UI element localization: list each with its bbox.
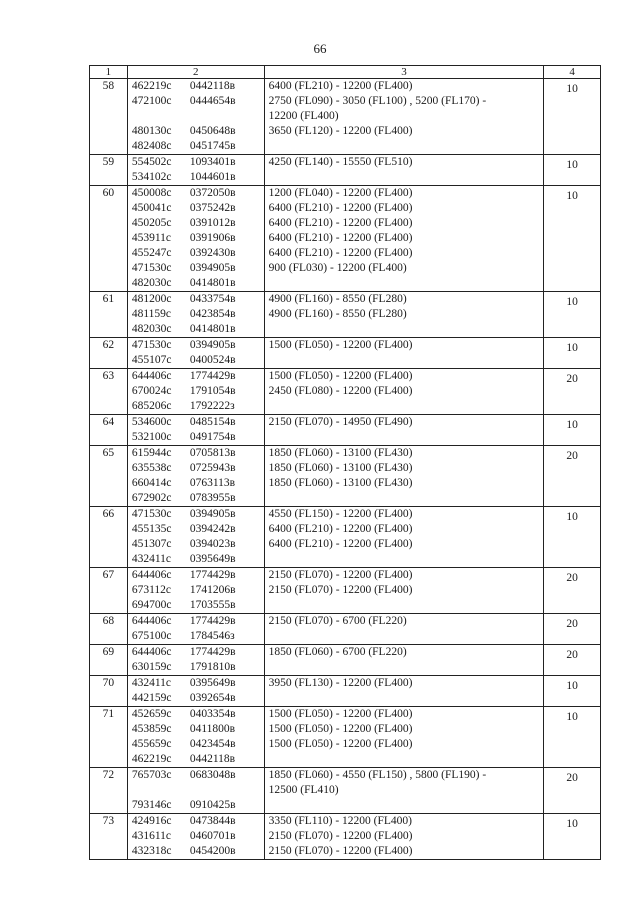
latitude: 455659с xyxy=(131,738,172,750)
longitude: 0442118в xyxy=(189,80,236,92)
coordinate-line xyxy=(132,814,260,829)
longitude: 1774429в xyxy=(189,370,236,382)
table-row xyxy=(90,415,601,446)
altitude-line: 6400 (FL210) - 12200 (FL400) xyxy=(268,523,413,535)
latitude: 455247с xyxy=(131,247,172,259)
coordinate-line xyxy=(132,246,260,261)
coordinate-line xyxy=(132,707,260,722)
coordinate-line xyxy=(132,737,260,752)
row-number: 68 xyxy=(90,614,128,645)
latitude: 452659с xyxy=(131,708,172,720)
latitude: 462219с xyxy=(131,753,172,765)
coordinate-line xyxy=(132,322,260,337)
value-cell: 20 xyxy=(544,369,601,415)
longitude: 0705813в xyxy=(189,447,236,459)
value-cell: 10 xyxy=(544,676,601,707)
altitude-line: 1500 (FL050) - 12200 (FL400) xyxy=(268,370,413,382)
longitude: 0763113в xyxy=(189,477,236,489)
coordinate-line xyxy=(132,752,260,767)
longitude: 0394905в xyxy=(189,508,236,520)
longitude: 1784546з xyxy=(189,630,235,642)
longitude: 1703555в xyxy=(189,599,236,611)
altitude-cell xyxy=(264,645,544,676)
latitude: 694700с xyxy=(131,599,172,611)
header-cell-4: 4 xyxy=(544,66,601,79)
coordinate-line xyxy=(132,338,260,353)
longitude: 0433754в xyxy=(189,293,236,305)
longitude: 0392654в xyxy=(189,692,236,704)
coordinate-line xyxy=(132,614,260,629)
value-cell: 20 xyxy=(544,645,601,676)
longitude: 0394023в xyxy=(189,538,236,550)
longitude: 0403354в xyxy=(189,708,236,720)
altitude-line: 3350 (FL110) - 12200 (FL400) xyxy=(268,815,412,827)
table-row xyxy=(90,186,601,292)
coordinate-line xyxy=(132,430,260,445)
table-row xyxy=(90,676,601,707)
latitude: 660414с xyxy=(131,477,172,489)
longitude: 0491754в xyxy=(189,431,236,443)
latitude: 532100с xyxy=(131,431,172,443)
longitude: 0444654в xyxy=(189,95,236,107)
value-cell: 10 xyxy=(544,338,601,369)
latitude: 482030с xyxy=(131,323,172,335)
altitude-line: 12500 (FL410) xyxy=(268,784,339,796)
longitude: 0372050в xyxy=(189,187,236,199)
coordinate-line xyxy=(132,660,260,675)
coordinates-cell xyxy=(127,292,264,338)
altitude-cell xyxy=(264,369,544,415)
latitude: 670024с xyxy=(131,385,172,397)
coordinate-line xyxy=(132,353,260,368)
row-number: 62 xyxy=(90,338,128,369)
latitude: 554502с xyxy=(131,156,172,168)
coordinate-line xyxy=(132,629,260,644)
coordinates-cell xyxy=(127,79,264,155)
latitude: 644406с xyxy=(131,615,172,627)
altitude-cell xyxy=(264,415,544,446)
altitude-line: 2450 (FL080) - 12200 (FL400) xyxy=(268,385,413,397)
blank-line xyxy=(132,783,260,798)
coordinate-line xyxy=(132,415,260,430)
airspace-table xyxy=(89,65,601,860)
longitude: 1044601в xyxy=(189,171,236,183)
longitude: 1774429в xyxy=(189,615,236,627)
coordinate-line xyxy=(132,139,260,154)
table-row xyxy=(90,292,601,338)
latitude: 432318с xyxy=(131,845,172,857)
coordinates-cell xyxy=(127,507,264,568)
coordinate-line xyxy=(132,537,260,552)
value-cell: 20 xyxy=(544,614,601,645)
latitude: 455107с xyxy=(131,354,172,366)
coordinate-line xyxy=(132,307,260,322)
altitude-line: 2150 (FL070) - 12200 (FL400) xyxy=(268,569,413,581)
altitude-line: 6400 (FL210) - 12200 (FL400) xyxy=(268,80,413,92)
coordinate-line xyxy=(132,768,260,783)
row-number: 58 xyxy=(90,79,128,155)
altitude-line: 2150 (FL070) - 6700 (FL220) xyxy=(268,615,407,627)
latitude: 424916с xyxy=(131,815,172,827)
latitude: 793146с xyxy=(131,799,172,811)
altitude-cell xyxy=(264,614,544,645)
value-cell: 20 xyxy=(544,568,601,614)
row-number: 71 xyxy=(90,707,128,768)
altitude-line: 6400 (FL210) - 12200 (FL400) xyxy=(268,217,413,229)
row-number: 64 xyxy=(90,415,128,446)
altitude-cell xyxy=(264,338,544,369)
value-cell: 20 xyxy=(544,768,601,814)
coordinate-line xyxy=(132,798,260,813)
longitude: 1791810в xyxy=(189,661,236,673)
latitude: 615944с xyxy=(131,447,172,459)
longitude: 0783955в xyxy=(189,492,236,504)
latitude: 675100с xyxy=(131,630,172,642)
altitude-cell xyxy=(264,155,544,186)
table-row xyxy=(90,814,601,860)
latitude: 534102с xyxy=(131,171,172,183)
table-row xyxy=(90,79,601,155)
altitude-line: 6400 (FL210) - 12200 (FL400) xyxy=(268,538,413,550)
blank-line xyxy=(132,109,260,124)
altitude-line: 1500 (FL050) - 12200 (FL400) xyxy=(268,738,413,750)
coordinates-cell xyxy=(127,155,264,186)
table-row xyxy=(90,568,601,614)
coordinate-line xyxy=(132,844,260,859)
latitude: 481159с xyxy=(131,308,172,320)
longitude: 0423854в xyxy=(189,308,236,320)
longitude: 0454200в xyxy=(189,845,236,857)
altitude-line: 3650 (FL120) - 12200 (FL400) xyxy=(268,125,413,137)
latitude: 471530с xyxy=(131,262,172,274)
altitude-cell xyxy=(264,186,544,292)
longitude: 0683048в xyxy=(189,769,236,781)
latitude: 644406с xyxy=(131,370,172,382)
latitude: 482030с xyxy=(131,277,172,289)
coordinate-line xyxy=(132,201,260,216)
header-cell-1: 1 xyxy=(90,66,128,79)
longitude: 0485154в xyxy=(189,416,236,428)
latitude: 455135с xyxy=(131,523,172,535)
longitude: 0394905в xyxy=(189,339,236,351)
altitude-line: 1850 (FL060) - 6700 (FL220) xyxy=(268,646,407,658)
altitude-cell xyxy=(264,568,544,614)
coordinates-cell xyxy=(127,768,264,814)
altitude-line: 1500 (FL050) - 12200 (FL400) xyxy=(268,708,413,720)
longitude: 0391906в xyxy=(189,232,236,244)
latitude: 453859с xyxy=(131,723,172,735)
altitude-line: 6400 (FL210) - 12200 (FL400) xyxy=(268,232,413,244)
latitude: 432411с xyxy=(131,677,172,689)
longitude: 0394242в xyxy=(189,523,236,535)
coordinate-line xyxy=(132,231,260,246)
longitude: 0910425в xyxy=(189,799,236,811)
longitude: 0411800в xyxy=(189,723,236,735)
altitude-line: 1850 (FL060) - 13100 (FL430) xyxy=(268,477,413,489)
altitude-line: 1500 (FL050) - 12200 (FL400) xyxy=(268,339,413,351)
row-number: 60 xyxy=(90,186,128,292)
altitude-line: 4550 (FL150) - 12200 (FL400) xyxy=(268,508,413,520)
coordinate-line xyxy=(132,476,260,491)
row-number: 72 xyxy=(90,768,128,814)
coordinates-cell xyxy=(127,446,264,507)
coordinates-cell xyxy=(127,814,264,860)
altitude-line: 6400 (FL210) - 12200 (FL400) xyxy=(268,202,413,214)
altitude-line: 1850 (FL060) - 4550 (FL150) , 5800 (FL190) - xyxy=(268,769,487,781)
coordinate-line xyxy=(132,522,260,537)
value-cell: 20 xyxy=(544,446,601,507)
altitude-line: 4250 (FL140) - 15550 (FL510) xyxy=(268,156,413,168)
coordinate-line xyxy=(132,384,260,399)
latitude: 630159с xyxy=(131,661,172,673)
coordinates-cell xyxy=(127,338,264,369)
latitude: 442159с xyxy=(131,692,172,704)
value-cell: 10 xyxy=(544,155,601,186)
longitude: 0460701в xyxy=(189,830,236,842)
latitude: 451307с xyxy=(131,538,172,550)
altitude-cell xyxy=(264,292,544,338)
altitude-line: 2150 (FL070) - 12200 (FL400) xyxy=(268,584,413,596)
row-number: 73 xyxy=(90,814,128,860)
latitude: 482408с xyxy=(131,140,172,152)
coordinate-line xyxy=(132,676,260,691)
longitude: 0473844в xyxy=(189,815,236,827)
longitude: 0395649в xyxy=(189,677,236,689)
longitude: 0414801в xyxy=(189,323,236,335)
longitude: 0400524в xyxy=(189,354,236,366)
latitude: 635538с xyxy=(131,462,172,474)
value-cell: 10 xyxy=(544,292,601,338)
table-row xyxy=(90,707,601,768)
longitude: 0414801в xyxy=(189,277,236,289)
altitude-cell xyxy=(264,707,544,768)
altitude-line: 4900 (FL160) - 8550 (FL280) xyxy=(268,293,407,305)
coordinate-line xyxy=(132,216,260,231)
longitude: 1774429в xyxy=(189,569,236,581)
coordinate-line xyxy=(132,276,260,291)
coordinate-line xyxy=(132,691,260,706)
longitude: 0391012в xyxy=(189,217,236,229)
latitude: 534600с xyxy=(131,416,172,428)
coordinates-cell xyxy=(127,415,264,446)
coordinate-line xyxy=(132,645,260,660)
table-row xyxy=(90,768,601,814)
altitude-cell xyxy=(264,768,544,814)
coordinates-cell xyxy=(127,676,264,707)
coordinate-line xyxy=(132,583,260,598)
table-row xyxy=(90,446,601,507)
longitude: 0450648в xyxy=(189,125,236,137)
altitude-line: 2150 (FL070) - 12200 (FL400) xyxy=(268,845,413,857)
table-row xyxy=(90,507,601,568)
latitude: 462219с xyxy=(131,80,172,92)
latitude: 472100с xyxy=(131,95,172,107)
altitude-cell xyxy=(264,79,544,155)
latitude: 450008с xyxy=(131,187,172,199)
value-cell: 10 xyxy=(544,186,601,292)
latitude: 765703с xyxy=(131,769,172,781)
coordinates-cell xyxy=(127,707,264,768)
longitude: 1093401в xyxy=(189,156,236,168)
latitude: 481200с xyxy=(131,293,172,305)
longitude: 1774429в xyxy=(189,646,236,658)
coordinate-line xyxy=(132,369,260,384)
longitude: 0725943в xyxy=(189,462,236,474)
header-cell-2: 2 xyxy=(127,66,264,79)
altitude-cell xyxy=(264,507,544,568)
coordinate-line xyxy=(132,722,260,737)
coordinate-line xyxy=(132,461,260,476)
row-number: 59 xyxy=(90,155,128,186)
altitude-line: 1500 (FL050) - 12200 (FL400) xyxy=(268,723,413,735)
value-cell: 10 xyxy=(544,707,601,768)
longitude: 0442118в xyxy=(189,753,236,765)
coordinate-line xyxy=(132,491,260,506)
coordinate-line xyxy=(132,94,260,109)
row-number: 61 xyxy=(90,292,128,338)
latitude: 685206с xyxy=(131,400,172,412)
coordinates-cell xyxy=(127,614,264,645)
altitude-cell xyxy=(264,676,544,707)
altitude-line: 2750 (FL090) - 3050 (FL100) , 5200 (FL170) - xyxy=(268,95,487,107)
value-cell: 10 xyxy=(544,507,601,568)
latitude: 432411с xyxy=(131,553,172,565)
latitude: 471530с xyxy=(131,339,172,351)
header-cell-3: 3 xyxy=(264,66,544,79)
row-number: 66 xyxy=(90,507,128,568)
value-cell: 10 xyxy=(544,415,601,446)
coordinate-line xyxy=(132,399,260,414)
coordinate-line xyxy=(132,446,260,461)
latitude: 471530с xyxy=(131,508,172,520)
altitude-line: 1850 (FL060) - 13100 (FL430) xyxy=(268,462,413,474)
coordinate-line xyxy=(132,79,260,94)
coordinates-cell xyxy=(127,369,264,415)
header-row xyxy=(90,66,601,79)
page-number: 66 xyxy=(313,41,327,56)
altitude-line: 4900 (FL160) - 8550 (FL280) xyxy=(268,308,407,320)
table-body xyxy=(90,66,601,860)
altitude-line: 3950 (FL130) - 12200 (FL400) xyxy=(268,677,413,689)
row-number: 65 xyxy=(90,446,128,507)
altitude-line: 6400 (FL210) - 12200 (FL400) xyxy=(268,247,413,259)
altitude-cell xyxy=(264,446,544,507)
longitude: 1741206в xyxy=(189,584,236,596)
row-number: 69 xyxy=(90,645,128,676)
altitude-line: 2150 (FL070) - 14950 (FL490) xyxy=(268,416,413,428)
coordinates-cell xyxy=(127,186,264,292)
coordinate-line xyxy=(132,552,260,567)
coordinate-line xyxy=(132,568,260,583)
latitude: 453911с xyxy=(131,232,172,244)
coordinate-line xyxy=(132,155,260,170)
coordinate-line xyxy=(132,598,260,613)
altitude-line: 2150 (FL070) - 12200 (FL400) xyxy=(268,830,413,842)
altitude-line: 12200 (FL400) xyxy=(268,110,339,122)
row-number: 67 xyxy=(90,568,128,614)
latitude: 644406с xyxy=(131,646,172,658)
longitude: 0375242в xyxy=(189,202,236,214)
row-number: 70 xyxy=(90,676,128,707)
table-row xyxy=(90,338,601,369)
latitude: 672902с xyxy=(131,492,172,504)
longitude: 0392430в xyxy=(189,247,236,259)
longitude: 0423454в xyxy=(189,738,236,750)
latitude: 644406с xyxy=(131,569,172,581)
latitude: 480130с xyxy=(131,125,172,137)
longitude: 1792222з xyxy=(189,400,235,412)
value-cell: 10 xyxy=(544,814,601,860)
latitude: 673112с xyxy=(131,584,172,596)
table-row xyxy=(90,155,601,186)
longitude: 0395649в xyxy=(189,553,236,565)
altitude-line: 900 (FL030) - 12200 (FL400) xyxy=(268,262,407,274)
coordinate-line xyxy=(132,170,260,185)
coordinates-cell xyxy=(127,568,264,614)
coordinate-line xyxy=(132,507,260,522)
coordinate-line xyxy=(132,186,260,201)
longitude: 1791054в xyxy=(189,385,236,397)
value-cell: 10 xyxy=(544,79,601,155)
latitude: 450041с xyxy=(131,202,172,214)
coordinates-cell xyxy=(127,645,264,676)
coordinate-line xyxy=(132,124,260,139)
longitude: 0394905в xyxy=(189,262,236,274)
altitude-cell xyxy=(264,814,544,860)
row-number: 63 xyxy=(90,369,128,415)
coordinate-line xyxy=(132,829,260,844)
table-row xyxy=(90,645,601,676)
table-row xyxy=(90,614,601,645)
table-row xyxy=(90,369,601,415)
latitude: 450205с xyxy=(131,217,172,229)
altitude-line: 1850 (FL060) - 13100 (FL430) xyxy=(268,447,413,459)
coordinate-line xyxy=(132,292,260,307)
latitude: 431611с xyxy=(131,830,172,842)
altitude-line: 1200 (FL040) - 12200 (FL400) xyxy=(268,187,413,199)
coordinate-line xyxy=(132,261,260,276)
longitude: 0451745в xyxy=(189,140,236,152)
